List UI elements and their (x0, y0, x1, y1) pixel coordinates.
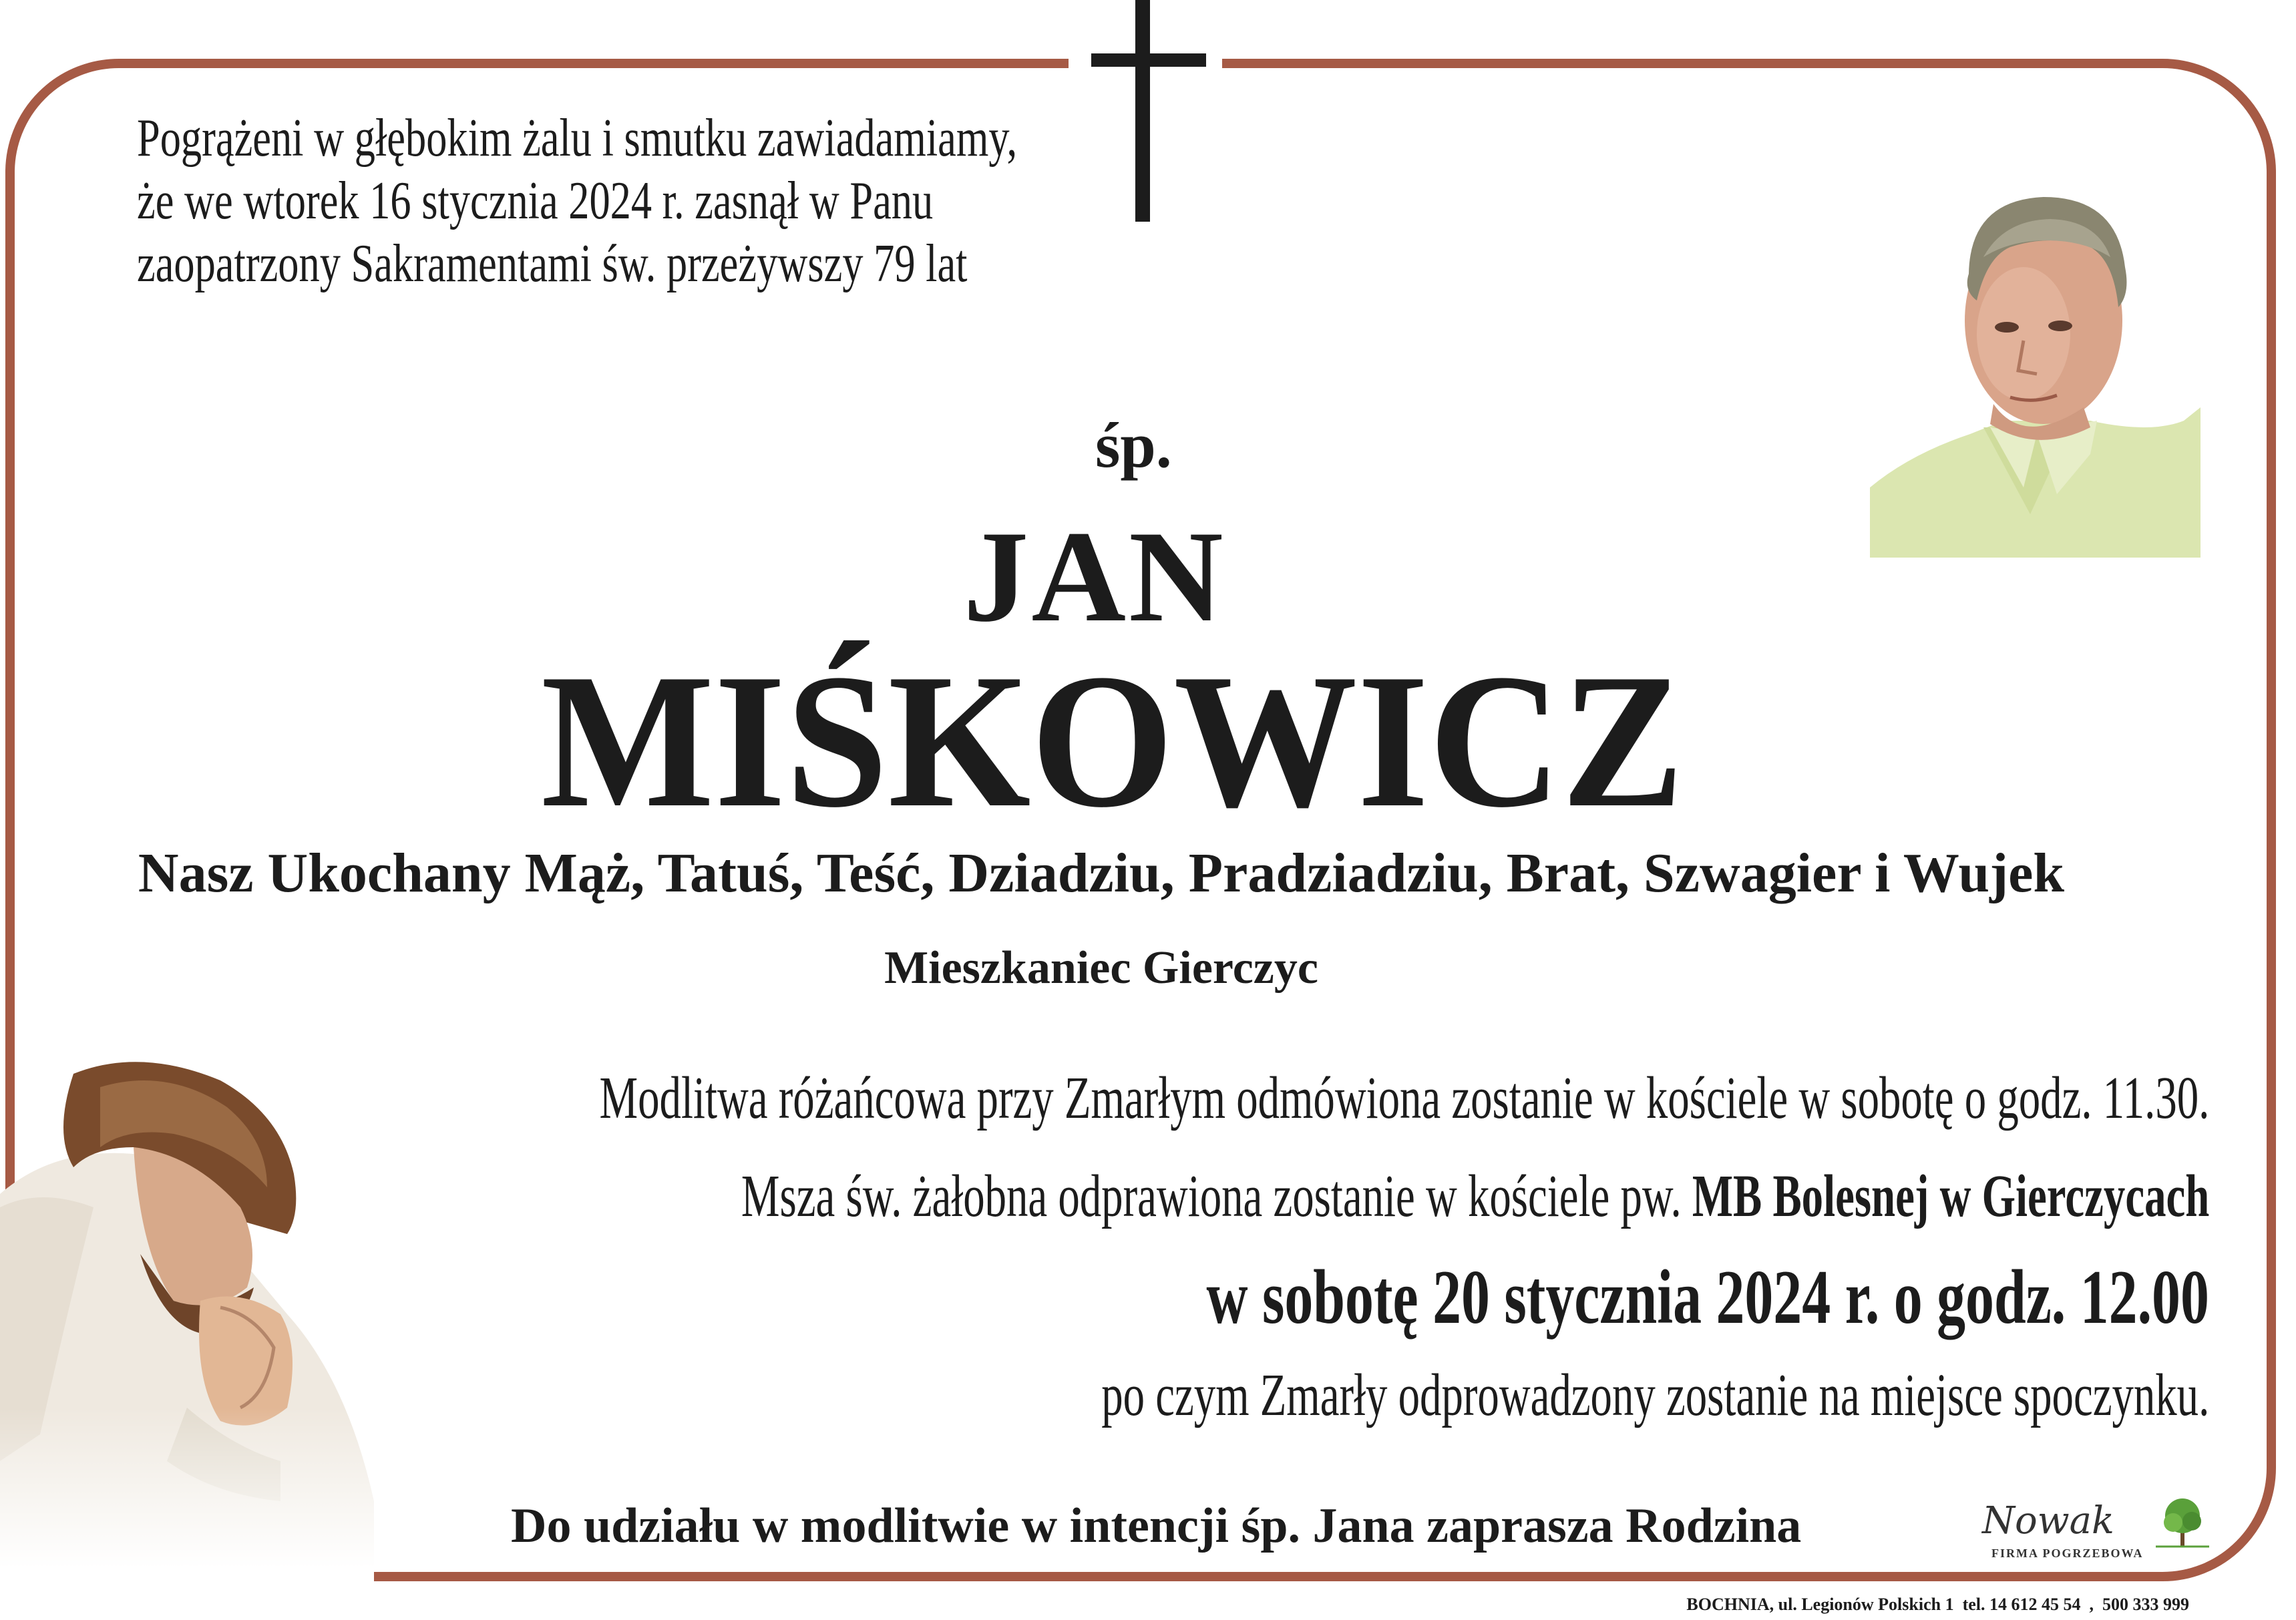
funeral-home-logo (1975, 1489, 2216, 1563)
mass-church: MB Bolesnej w Gierczycach (1692, 1163, 2209, 1229)
residence-line: Mieszkaniec Gierczyc (884, 942, 1318, 994)
deceased-photo (1870, 140, 2201, 558)
first-name: JAN (963, 504, 1226, 649)
mass-line (741, 1163, 2209, 1230)
footer-contact: BOCHNIA, ul. Legionów Polskich 1 tel. 14 612 45 54 , 500 333 999 (1686, 1595, 2189, 1614)
prefix-sp: śp. (1095, 409, 1172, 481)
frame-bottom-line (374, 1572, 2164, 1581)
tree-icon (2156, 1498, 2209, 1547)
rosary-line: Modlitwa różańcowa przy Zmarłym odmówiona zostanie w kościele w sobotę o godz. 11.30. (599, 1065, 2209, 1131)
mass-prefix: Msza św. żałobna odprawiona zostanie w kościele pw. (741, 1163, 1682, 1229)
last-name: MIŚKOWICZ (541, 634, 1684, 847)
cross-horizontal (1091, 53, 1206, 67)
relations-line: Nasz Ukochany Mąż, Tatuś, Teść, Dziadziu, Pradziadziu, Brat, Szwagier i Wujek (138, 842, 2065, 904)
invitation-line: Do udziału w modlitwie w intencji śp. Jana zaprasza Rodzina (511, 1498, 1802, 1553)
intro-line: zaopatrzony Sakramentami św. przeżywszy 79 lat (137, 234, 968, 293)
logo-name: Nowak (1982, 1499, 2114, 1543)
logo-subtitle: FIRMA POGRZEBOWA (1991, 1547, 2144, 1560)
cross-vertical (1135, 0, 1150, 222)
praying-jesus-image (0, 1034, 401, 1568)
intro-line: Pogrążeni w głębokim żalu i smutku zawiadamiamy, (137, 109, 1018, 168)
intro-line: że we wtorek 16 stycznia 2024 r. zasnął w Panu (137, 172, 934, 230)
burial-line: po czym Zmarły odprowadzony zostanie na miejsce spoczynku. (1101, 1362, 2209, 1428)
intro-text (137, 107, 1017, 295)
date-time-line: w sobotę 20 stycznia 2024 r. o godz. 12.00 (1206, 1255, 2209, 1340)
